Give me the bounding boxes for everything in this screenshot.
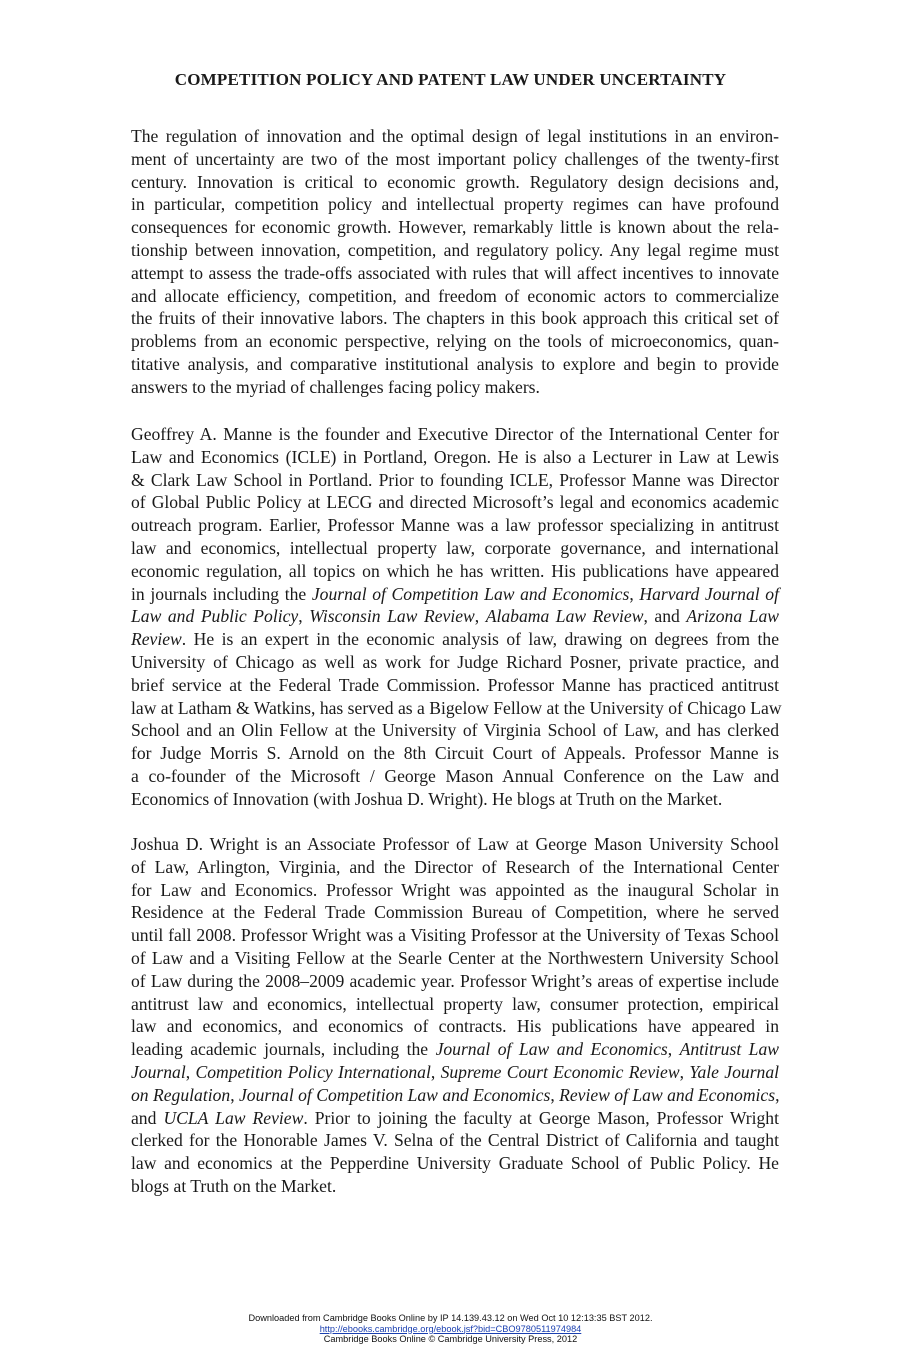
text-line: answers to the myriad of challenges facing policy makers. — [131, 376, 540, 397]
journal-title: UCLA Law Review — [163, 1107, 304, 1128]
text-line: law and economics at the Pepperdine University Graduate School of Public Policy. He — [131, 1153, 779, 1174]
text-line: titative analysis, and comparative institutional analysis to explore and begin to provide — [131, 353, 779, 374]
text-line: in particular, competition policy and intellectual property regimes can have profound — [131, 194, 779, 215]
text-run: and — [131, 1107, 164, 1128]
download-notice: Downloaded from Cambridge Books Online by IP 14.139.43.12 on Wed Oct 10 12:13:35 BST 2012. — [248, 1313, 653, 1323]
text-run: , — [667, 1039, 680, 1060]
text-line: Joshua D. Wright is an Associate Professor of Law at George Mason University School — [131, 834, 779, 854]
text-line: century. Innovation is critical to economic growth. Regulatory design decisions and, — [131, 171, 779, 192]
text-line: consequences for economic growth. However, remarkably little is known about the rela- — [131, 217, 779, 238]
text-line: law and economics, intellectual property law, corporate governance, and international — [131, 537, 779, 558]
text-line: a co-founder of the Microsoft / George Mason Annual Conference on the Law and — [131, 765, 779, 786]
text-line: law at Latham & Watkins, has served as a Bigelow Fellow at the University of Chicago Law — [131, 697, 782, 718]
journal-title: on Regulation — [131, 1084, 231, 1105]
text-line: antitrust law and economics, intellectual property law, consumer protection, empirical — [131, 993, 779, 1014]
text-line: until fall 2008. Professor Wright was a Visiting Professor at the University of Texas School — [131, 925, 779, 946]
text-run: , — [629, 583, 640, 604]
text-run: , and — [643, 606, 687, 627]
text-line: of Law and a Visiting Fellow at the Searle Center at the Northwestern University School — [131, 947, 779, 968]
text-line: School and an Olin Fellow at the University of Virginia School of Law, and has clerked — [131, 720, 779, 741]
text-run: leading academic journals, including the — [131, 1039, 436, 1060]
copyright-notice: Cambridge Books Online © Cambridge University Press, 2012 — [323, 1334, 578, 1344]
text-line: the fruits of their innovative labors. The chapters in this book approach this critical set of — [131, 308, 779, 329]
text-run: , — [679, 1061, 690, 1082]
text-line: of Global Public Policy at LECG and directed Microsoft’s legal and economics academic — [131, 492, 779, 513]
text-line: Law and Economics (ICLE) in Portland, Oregon. He is also a Lecturer in Law at Lewis — [131, 446, 779, 467]
intro-paragraph — [131, 125, 779, 399]
text-line: brief service at the Federal Trade Commission. Professor Manne has practiced antitrust — [131, 674, 779, 695]
text-line — [131, 1038, 779, 1061]
text-run: , — [298, 606, 310, 627]
journal-title: Alabama Law Review — [485, 606, 644, 627]
text-run: , — [474, 606, 486, 627]
ebook-link[interactable]: http://ebooks.cambridge.org/ebook.jsf?bid=CBO9780511974984 — [319, 1323, 582, 1334]
journal-title: Antitrust Law — [679, 1039, 779, 1060]
text-line: of Law during the 2008–2009 academic year. Professor Wright’s areas of expertise include — [131, 970, 779, 991]
text-line — [131, 1061, 779, 1084]
text-line: law and economics, and economics of contracts. His publications have appeared in — [131, 1016, 779, 1037]
text-line — [131, 1107, 779, 1130]
text-run: , — [550, 1084, 560, 1105]
wright-bio-paragraph — [131, 833, 779, 1198]
text-line: University of Chicago as well as work for Judge Richard Posner, private practice, and — [131, 651, 779, 672]
journal-title: Harvard Journal of — [639, 583, 779, 604]
text-run: . Prior to joining the faculty at George Mason, Professor Wright — [303, 1107, 779, 1128]
text-run: , — [430, 1061, 441, 1082]
journal-title: Yale Journal — [689, 1061, 780, 1082]
text-line: and allocate efficiency, competition, and freedom of economic actors to commercialize — [131, 285, 779, 306]
text-line: Geoffrey A. Manne is the founder and Executive Director of the International Center for — [131, 424, 779, 444]
text-line: ment of uncertainty are two of the most important policy challenges of the twenty-first — [131, 148, 779, 169]
text-line: for Law and Economics. Professor Wright was appointed as the inaugural Scholar in — [131, 879, 779, 900]
text-line: clerked for the Honorable James V. Selna of the Central District of California and taught — [131, 1130, 779, 1151]
download-footer — [0, 1313, 901, 1345]
text-run: , — [775, 1084, 780, 1105]
journal-title: Arizona Law — [686, 606, 779, 627]
journal-title: Review of Law and Economics — [559, 1084, 776, 1105]
text-line — [131, 628, 779, 651]
journal-title: Competition Policy International — [195, 1061, 431, 1082]
text-line: problems from an economic perspective, relying on the tools of microeconomics, quan- — [131, 331, 779, 352]
text-line: of Law, Arlington, Virginia, and the Director of Research of the International Center — [131, 856, 779, 877]
journal-title: Law and Public Policy — [131, 606, 299, 627]
manne-bio-paragraph — [131, 423, 782, 811]
journal-title: Journal of Competition Law and Economics — [239, 1084, 551, 1105]
text-run: . He is an expert in the economic analysis of law, drawing on degrees from the — [181, 629, 779, 650]
text-line: tionship between innovation, competition, and regulatory policy. Any legal regime must — [131, 239, 779, 260]
text-line: for Judge Morris S. Arnold on the 8th Circuit Court of Appeals. Professor Manne is — [131, 743, 779, 764]
text-line: Residence at the Federal Trade Commission Bureau of Competition, where he served — [131, 902, 779, 923]
text-line — [131, 605, 779, 628]
text-run: , — [230, 1084, 239, 1105]
text-line: Economics of Innovation (with Joshua D. Wright). He blogs at Truth on the Market. — [131, 788, 723, 809]
text-line — [131, 1084, 779, 1107]
text-run: , — [185, 1061, 196, 1082]
text-line: The regulation of innovation and the optimal design of legal institutions in an environ- — [131, 126, 779, 146]
journal-title: Supreme Court Economic Review — [440, 1061, 680, 1082]
text-line: economic regulation, all topics on which he has written. His publications have appeared — [131, 560, 779, 581]
journal-title: Journal — [131, 1061, 186, 1082]
text-line — [131, 583, 779, 606]
journal-title: Journal of Law and Economics — [435, 1039, 668, 1060]
journal-title: Wisconsin Law Review — [309, 606, 475, 627]
text-line: blogs at Truth on the Market. — [131, 1175, 337, 1196]
text-line: & Clark Law School in Portland. Prior to founding ICLE, Professor Manne was Director — [131, 469, 779, 490]
journal-title: Journal of Competition Law and Economics — [311, 583, 630, 604]
text-line: attempt to assess the trade-offs associated with rules that will affect incentives to innovate — [131, 262, 779, 283]
text-line: outreach program. Earlier, Professor Manne was a law professor specializing in antitrust — [131, 515, 779, 536]
text-run: in journals including the — [131, 583, 312, 604]
journal-title: Review — [131, 629, 182, 650]
page-title: COMPETITION POLICY AND PATENT LAW UNDER UNCERTAINTY — [174, 70, 727, 89]
